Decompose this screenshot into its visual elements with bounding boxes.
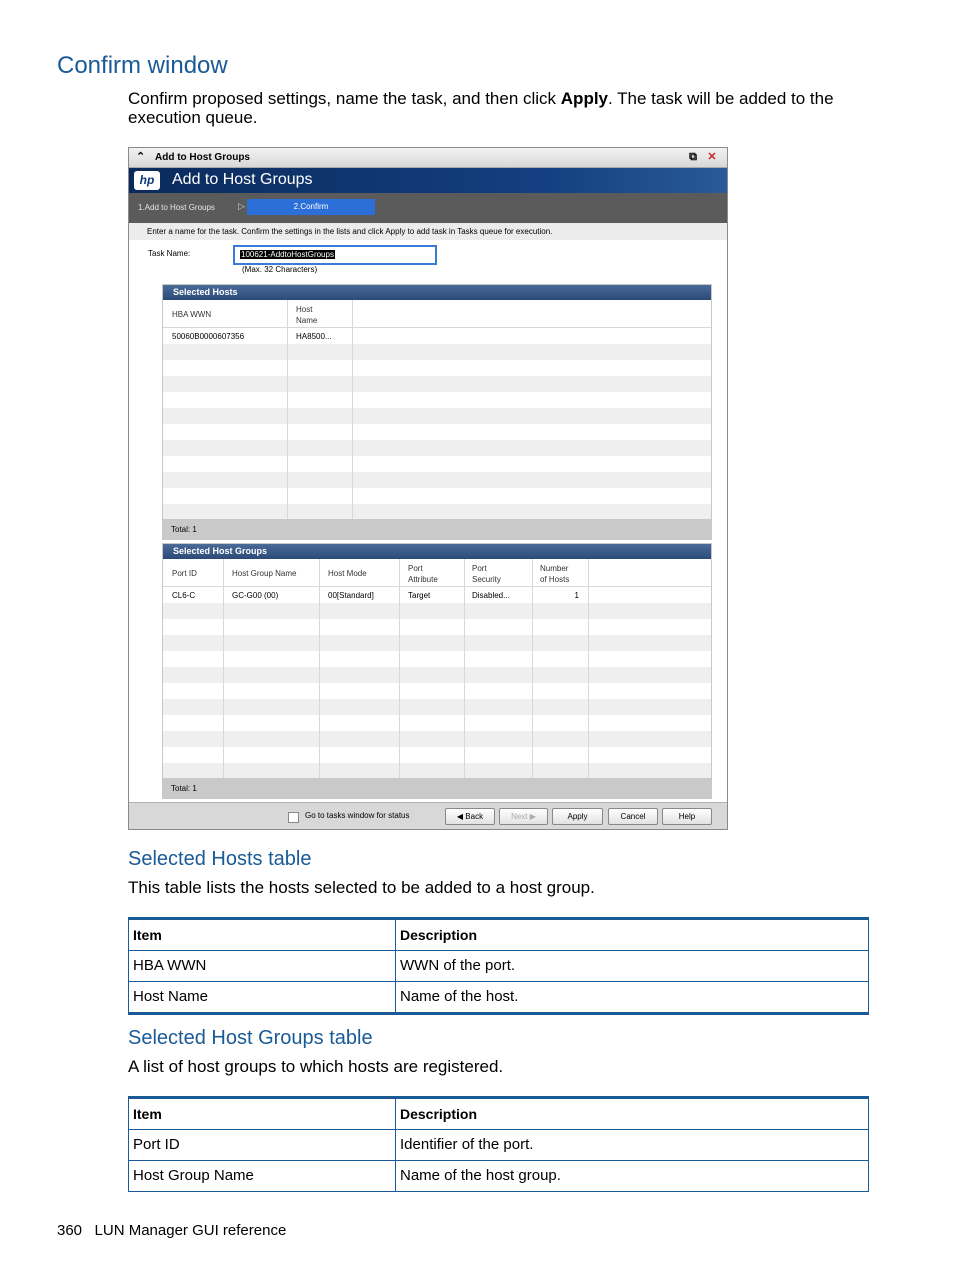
back-button[interactable]: ◀ Back <box>445 808 495 825</box>
col-port-attribute[interactable]: Port Attribute <box>408 564 438 584</box>
task-name-input[interactable] <box>233 245 437 265</box>
groups-description-table <box>128 1096 869 1192</box>
empty-row <box>163 424 711 440</box>
table-row <box>129 1130 868 1161</box>
hosts-section-text: This table lists the hosts selected to be added to a host group. <box>128 878 595 897</box>
col-divider <box>532 559 533 778</box>
intro-bold: Apply <box>560 89 609 108</box>
col-divider <box>588 559 589 778</box>
next-button[interactable]: Next ▶ <box>499 808 548 825</box>
selected-host-groups-columns <box>163 559 711 587</box>
step-confirm[interactable]: 2.Confirm <box>247 199 375 215</box>
window-title: Add to Host Groups <box>155 152 250 163</box>
add-to-host-groups-window <box>128 147 728 830</box>
header-description: Description <box>400 927 478 943</box>
wizard-steps <box>129 193 727 223</box>
intro-text <box>128 89 888 127</box>
col-divider <box>287 300 288 519</box>
empty-row <box>163 715 711 731</box>
selected-hosts-panel <box>162 284 712 540</box>
restore-icon[interactable]: ⧉ <box>689 151 697 163</box>
col-host-name[interactable]: Host Name <box>296 305 318 325</box>
window-footer <box>129 802 727 830</box>
groups-section-heading: Selected Host Groups table <box>128 1027 373 1049</box>
close-icon[interactable]: ✕ <box>707 151 717 163</box>
empty-row <box>163 731 711 747</box>
table-row[interactable] <box>163 328 711 344</box>
row-item: Host Group Name <box>129 1161 396 1191</box>
table-header-row <box>129 920 868 951</box>
table-row <box>129 982 868 1012</box>
empty-row <box>163 667 711 683</box>
instruction-text: Enter a name for the task. Confirm the settings in the lists and click Apply to add task in Tasks queue for execution. <box>147 227 553 236</box>
hosts-section-heading: Selected Hosts table <box>128 848 312 870</box>
selected-hosts-header <box>163 285 711 300</box>
table-row <box>129 951 868 982</box>
cancel-button[interactable]: Cancel <box>608 808 658 825</box>
row-item: Host Name <box>129 982 396 1012</box>
selected-hosts-title: Selected Hosts <box>173 287 238 297</box>
empty-row <box>163 763 711 779</box>
page-number: 360 <box>57 1222 83 1239</box>
empty-row <box>163 635 711 651</box>
col-number-of-hosts[interactable]: Number of Hosts <box>540 564 570 584</box>
selected-host-groups-total <box>163 778 711 798</box>
col-divider <box>223 559 224 778</box>
banner-title: Add to Host Groups <box>172 171 313 188</box>
table-row[interactable] <box>163 587 711 603</box>
table-header-row <box>129 1099 868 1130</box>
row-description: WWN of the port. <box>400 957 516 974</box>
page-heading: Confirm window <box>57 52 228 79</box>
step-add-to-host-groups[interactable]: 1.Add to Host Groups <box>138 203 215 212</box>
help-button[interactable]: Help <box>662 808 712 825</box>
next-label: Next <box>511 812 528 821</box>
selected-host-groups-panel <box>162 543 712 799</box>
empty-row <box>163 440 711 456</box>
go-to-tasks-label: Go to tasks window for status <box>305 811 410 820</box>
col-divider <box>352 300 353 519</box>
table-cell: GC-G00 (00) <box>232 591 279 600</box>
col-host-group-name[interactable]: Host Group Name <box>232 569 297 578</box>
empty-row <box>163 603 711 619</box>
table-cell: 00[Standard] <box>328 591 374 600</box>
row-description: Identifier of the port. <box>400 1136 534 1153</box>
empty-row <box>163 376 711 392</box>
intro-line2: execution queue. <box>128 108 258 127</box>
empty-row <box>163 504 711 520</box>
hosts-total-text: Total: 1 <box>171 525 197 534</box>
groups-section-text: A list of host groups to which hosts are registered. <box>128 1057 504 1076</box>
header-item: Item <box>129 1099 396 1129</box>
empty-row <box>163 472 711 488</box>
table-cell: 50060B0000607356 <box>172 332 245 341</box>
header-item: Item <box>129 920 396 950</box>
selected-hosts-total <box>163 519 711 539</box>
back-label: Back <box>465 812 484 821</box>
empty-row <box>163 488 711 504</box>
empty-row <box>163 360 711 376</box>
empty-row <box>163 699 711 715</box>
task-name-hint: (Max. 32 Characters) <box>242 265 318 274</box>
empty-row <box>163 651 711 667</box>
groups-total-text: Total: 1 <box>171 784 197 793</box>
collapse-icon[interactable]: ⌃ <box>136 151 146 163</box>
empty-row <box>163 408 711 424</box>
selected-host-groups-title: Selected Host Groups <box>173 546 268 556</box>
window-titlebar <box>129 148 727 168</box>
header-description: Description <box>400 1106 478 1122</box>
task-name-value: 100621-AddtoHostGroups <box>241 250 334 259</box>
col-hba-wwn[interactable]: HBA WWN <box>172 310 212 319</box>
empty-row <box>163 392 711 408</box>
row-item: HBA WWN <box>129 951 396 981</box>
table-row <box>129 1161 868 1191</box>
table-cell: CL6-C <box>172 591 196 600</box>
row-item: Port ID <box>129 1130 396 1160</box>
table-cell: Disabled... <box>472 591 510 600</box>
empty-row <box>163 683 711 699</box>
wizard-banner <box>129 168 727 193</box>
go-to-tasks-checkbox[interactable] <box>288 812 299 823</box>
table-cell: HA8500... <box>296 332 332 341</box>
row-description: Name of the host. <box>400 988 519 1005</box>
col-host-mode[interactable]: Host Mode <box>328 569 367 578</box>
selected-hosts-columns <box>163 300 711 328</box>
selected-host-groups-header <box>163 544 711 559</box>
col-divider <box>319 559 320 778</box>
table-cell: 1 <box>574 591 579 600</box>
step-arrow-icon: ▷ <box>238 201 245 211</box>
col-divider <box>464 559 465 778</box>
hosts-description-table <box>128 917 869 1015</box>
row-description: Name of the host group. <box>400 1167 561 1184</box>
empty-row <box>163 747 711 763</box>
page-footer <box>57 1222 286 1239</box>
task-name-label: Task Name: <box>148 249 191 258</box>
footer-title: LUN Manager GUI reference <box>94 1222 287 1239</box>
hp-logo: hp <box>134 171 160 190</box>
empty-row <box>163 344 711 360</box>
table-cell: Target <box>408 591 431 600</box>
col-port-security[interactable]: Port Security <box>472 564 501 584</box>
apply-button[interactable]: Apply <box>552 808 603 825</box>
intro-after: . The task will be added to the <box>608 89 834 108</box>
empty-row <box>163 456 711 472</box>
col-port-id[interactable]: Port ID <box>172 569 197 578</box>
col-divider <box>399 559 400 778</box>
empty-row <box>163 619 711 635</box>
intro-before: Confirm proposed settings, name the task, and then click <box>128 89 561 108</box>
instruction-bar <box>129 223 727 240</box>
